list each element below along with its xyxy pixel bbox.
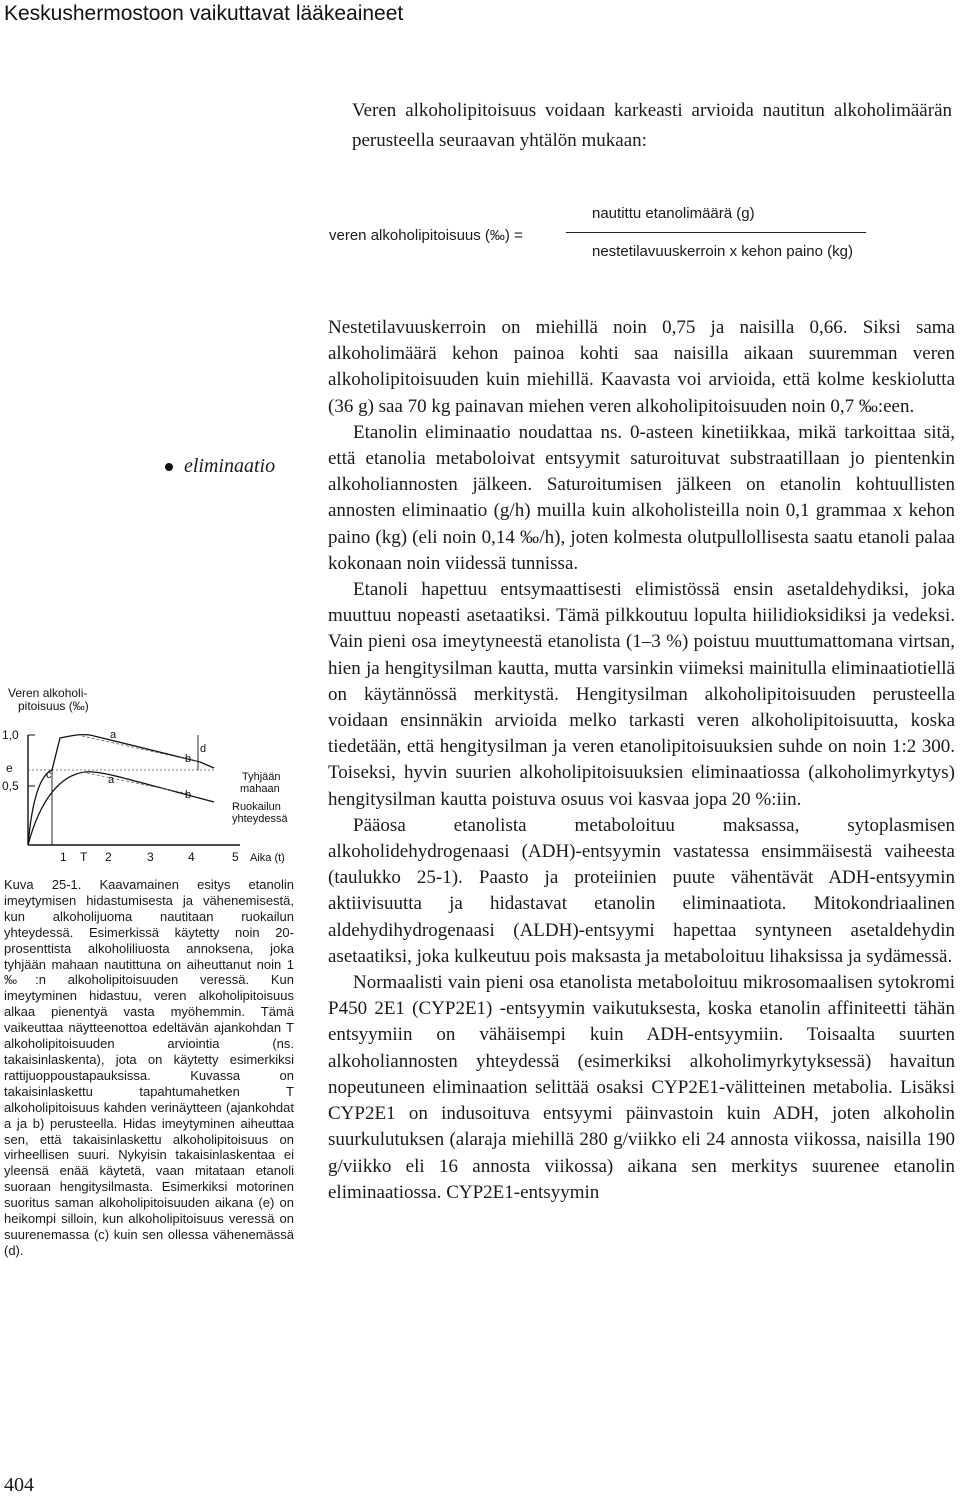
- curve1-label-line2: mahaan: [240, 783, 280, 795]
- intro-paragraph: Veren alkoholipitoisuus voidaan karkeasti arvioida nautitun alkoholimäärän perusteella seuraavan yhtälön mukaan:: [352, 100, 952, 151]
- label-b2: b: [185, 789, 192, 801]
- xtick-label: 3: [147, 850, 154, 864]
- paragraph: Etanolin eliminaatio noudattaa ns. 0-asteen kinetiikkaa, mikä tarkoittaa sitä, että etanolia metaboloivat entsyymit saturoituvat substraatillaan jo pientenkin alkoholiannosten jälkeen. Saturoitumisen jälkeen on etanolin kohtuullisten annosten eliminaatio (g/h) muilla kuin alkoholisteilla noin 0,1 grammaa x kehon paino (kg) (eli noin 0,14 ‰/h), joten kolmesta olutpullollisesta saatu etanoli palaa kokonaan noin viidessä tunnissa.: [328, 421, 955, 574]
- ytick-05: 0,5: [2, 779, 19, 793]
- main-text-column: [328, 315, 955, 1206]
- formula-left-side: veren alkoholipitoisuus (‰) =: [329, 227, 523, 244]
- curve-with-meal: [28, 772, 214, 845]
- ylabel-line2: pitoisuus (‰): [18, 699, 89, 713]
- backcalc-line-1: [82, 736, 200, 762]
- page-number: 404: [4, 1474, 34, 1496]
- figure-25-1: [0, 680, 300, 870]
- label-d: d: [200, 743, 207, 755]
- sidebar-heading: eliminaatio: [184, 455, 276, 477]
- label-a2: a: [108, 774, 115, 786]
- xtick-label: T: [80, 850, 88, 864]
- ytick-1: 1,0: [2, 728, 19, 742]
- bullet-icon: [165, 463, 173, 471]
- ylabel-line1: Veren alkoholi-: [8, 686, 88, 700]
- figure-caption: Kuva 25-1. Kaavamainen esitys etanolin imeytymisen hidastumisesta ja vähenemisestä, kun alkoholijuoma nautitaan ruokailun yhteydessä. Esimerkissä käytetty noin 20-prosenttista alkoholiliuosta annoksena, joka tyhjään mahaan nautittuna on aiheuttanut noin 1 ‰:n alkoholipitoisuuden veressä. Kun imeytyminen hidastuu, veren alkoholipitoisuus alkaa pienentyä vasta myöhemmin. Tämä vaikeuttaa näytteenottoa edeltävän ajankohdan T alkoholipitoisuuden arviointia (ns. takaisinlaskenta), jota on käytetty esimerkiksi rattijuoppoustapauksissa. Kuvassa on takaisinlaskettu tapahtumahetken T alkoholipitoisuus kahden verinäytteen (ajankohdat a ja b) perusteella. Hidas imeytyminen aiheuttaa sen, että takaisinlaskettu alkoholipitoisuus on virheellisen suuri. Nykyisin takaisinlaskentaa ei yleensä enää käytetä, vaan mitataan etanoli suoraan hengitysilmasta. Esimerkiksi motorinen suoritus saman alkoholipitoisuuden aikana (e) on heikompi silloin, kun alkoholipitoisuus veressä on suurenemassa (c) kuin sen ollessa vähenemässä (d).: [4, 877, 294, 1258]
- curve1-label-line1: Tyhjään: [242, 771, 281, 783]
- formula-fraction-line: [566, 232, 866, 233]
- label-b1: b: [185, 753, 192, 765]
- curve2-label-line1: Ruokailun: [232, 801, 281, 813]
- paragraph: Nestetilavuuskerroin on miehillä noin 0,75 ja naisilla 0,66. Siksi sama alkoholimäärä kehon painoa kohti saa naisilla aikaan suuremman veren alkoholipitoisuuden kuin miehillä. Kaavasta voi arvioida, että kolme keskiolutta (36 g) saa 70 kg painavan miehen veren alkoholipitoisuuden noin 0,7 ‰:een.: [328, 317, 955, 417]
- label-c: c: [46, 769, 52, 781]
- paragraph: Pääosa etanolista metaboloituu maksassa, sytoplasmisen alkoholidehydrogenaasi (ADH)-entsyymin vastatessa ensimmäisestä vaiheesta (taulukko 25-1). Paasto ja proteiinien puute vähentävät ADH-entsyymin aktiivisuutta ja hidastavat etanolin eliminaatiota. Mitokondriaalinen aldehydihydrogenaasi (ALDH)-entsyymi hapettaa syntyneen asetaldehydin asetaatiksi, joka kulkeutuu pois maksasta ja metaboloituu lihaksissa ja sydämessä.: [328, 814, 955, 967]
- label-a1: a: [110, 729, 117, 741]
- paragraph: Normaalisti vain pieni osa etanolista metaboloituu mikrosomaalisen sytokromi P450 2E1 (CYP2E1) -entsyymin vaikutuksesta, koska etanolin affiniteetti tähän entsyymiin on vähäisempi kuin ADH-entsyymiin. Toisaalta suurten alkoholiannosten yhteydessä (esimerkiksi alkoholimyrkytyksessä) havaitun nopeutuneen eliminaation selittää osaksi CYP2E1-välitteinen metabolia. Lisäksi CYP2E1 on indusoituva entsyymi päinvastoin kuin ADH, joten alkoholin suurkulutuksen (alaraja miehillä 280 g/viikko eli 24 annosta viikossa, naisilla 190 g/viikko eli 16 annosta viikossa) aikana sen merkitys suurenee etanolin eliminaatiossa. CYP2E1-entsyymin: [328, 972, 955, 1203]
- x-ticks: [60, 850, 239, 864]
- running-header: Keskushermostoon vaikuttavat lääkeaineet: [4, 2, 404, 25]
- xtick-label: 1: [60, 850, 67, 864]
- xtick-label: 5: [232, 850, 239, 864]
- xtick-label: 2: [105, 850, 112, 864]
- formula-numerator: nautittu etanolimäärä (g): [592, 205, 755, 222]
- ytick-e: e: [6, 761, 13, 775]
- formula-denominator: nestetilavuuskerroin x kehon paino (kg): [592, 243, 853, 260]
- xlabel: Aika (t): [250, 852, 285, 864]
- xtick-label: 4: [188, 850, 195, 864]
- paragraph: Etanoli hapettuu entsymaattisesti elimistössä ensin asetaldehydiksi, joka muuttuu nopeasti asetaatiksi. Tämä pilkkoutuu lopulta hiilidioksidiksi ja vedeksi. Vain pieni osa imeytyneestä etanolista (1–3 %) poistuu muuttumattomana virtsan, hien ja hengitysilman kautta, mutta varsinkin viimeksi mainitulla eliminaatiotiellä on käytännössä merkitystä. Hengitysilman alkoholipitoisuuden perusteella voidaan ensinnäkin arvioida melko tarkasti veren alkoholipitoisuutta, koska tiedetään, että hengitysilman ja veren etanolipitoisuuksien suhde on noin 1:2 300. Toiseksi, hyvin suurien alkoholipitoisuuksien eliminaatiossa (alkoholimyrkytys) hengitysilman kautta poistuva osuus voi kasvaa jopa 20 %:iin.: [328, 579, 955, 810]
- curve2-label-line2: yhteydessä: [232, 813, 288, 825]
